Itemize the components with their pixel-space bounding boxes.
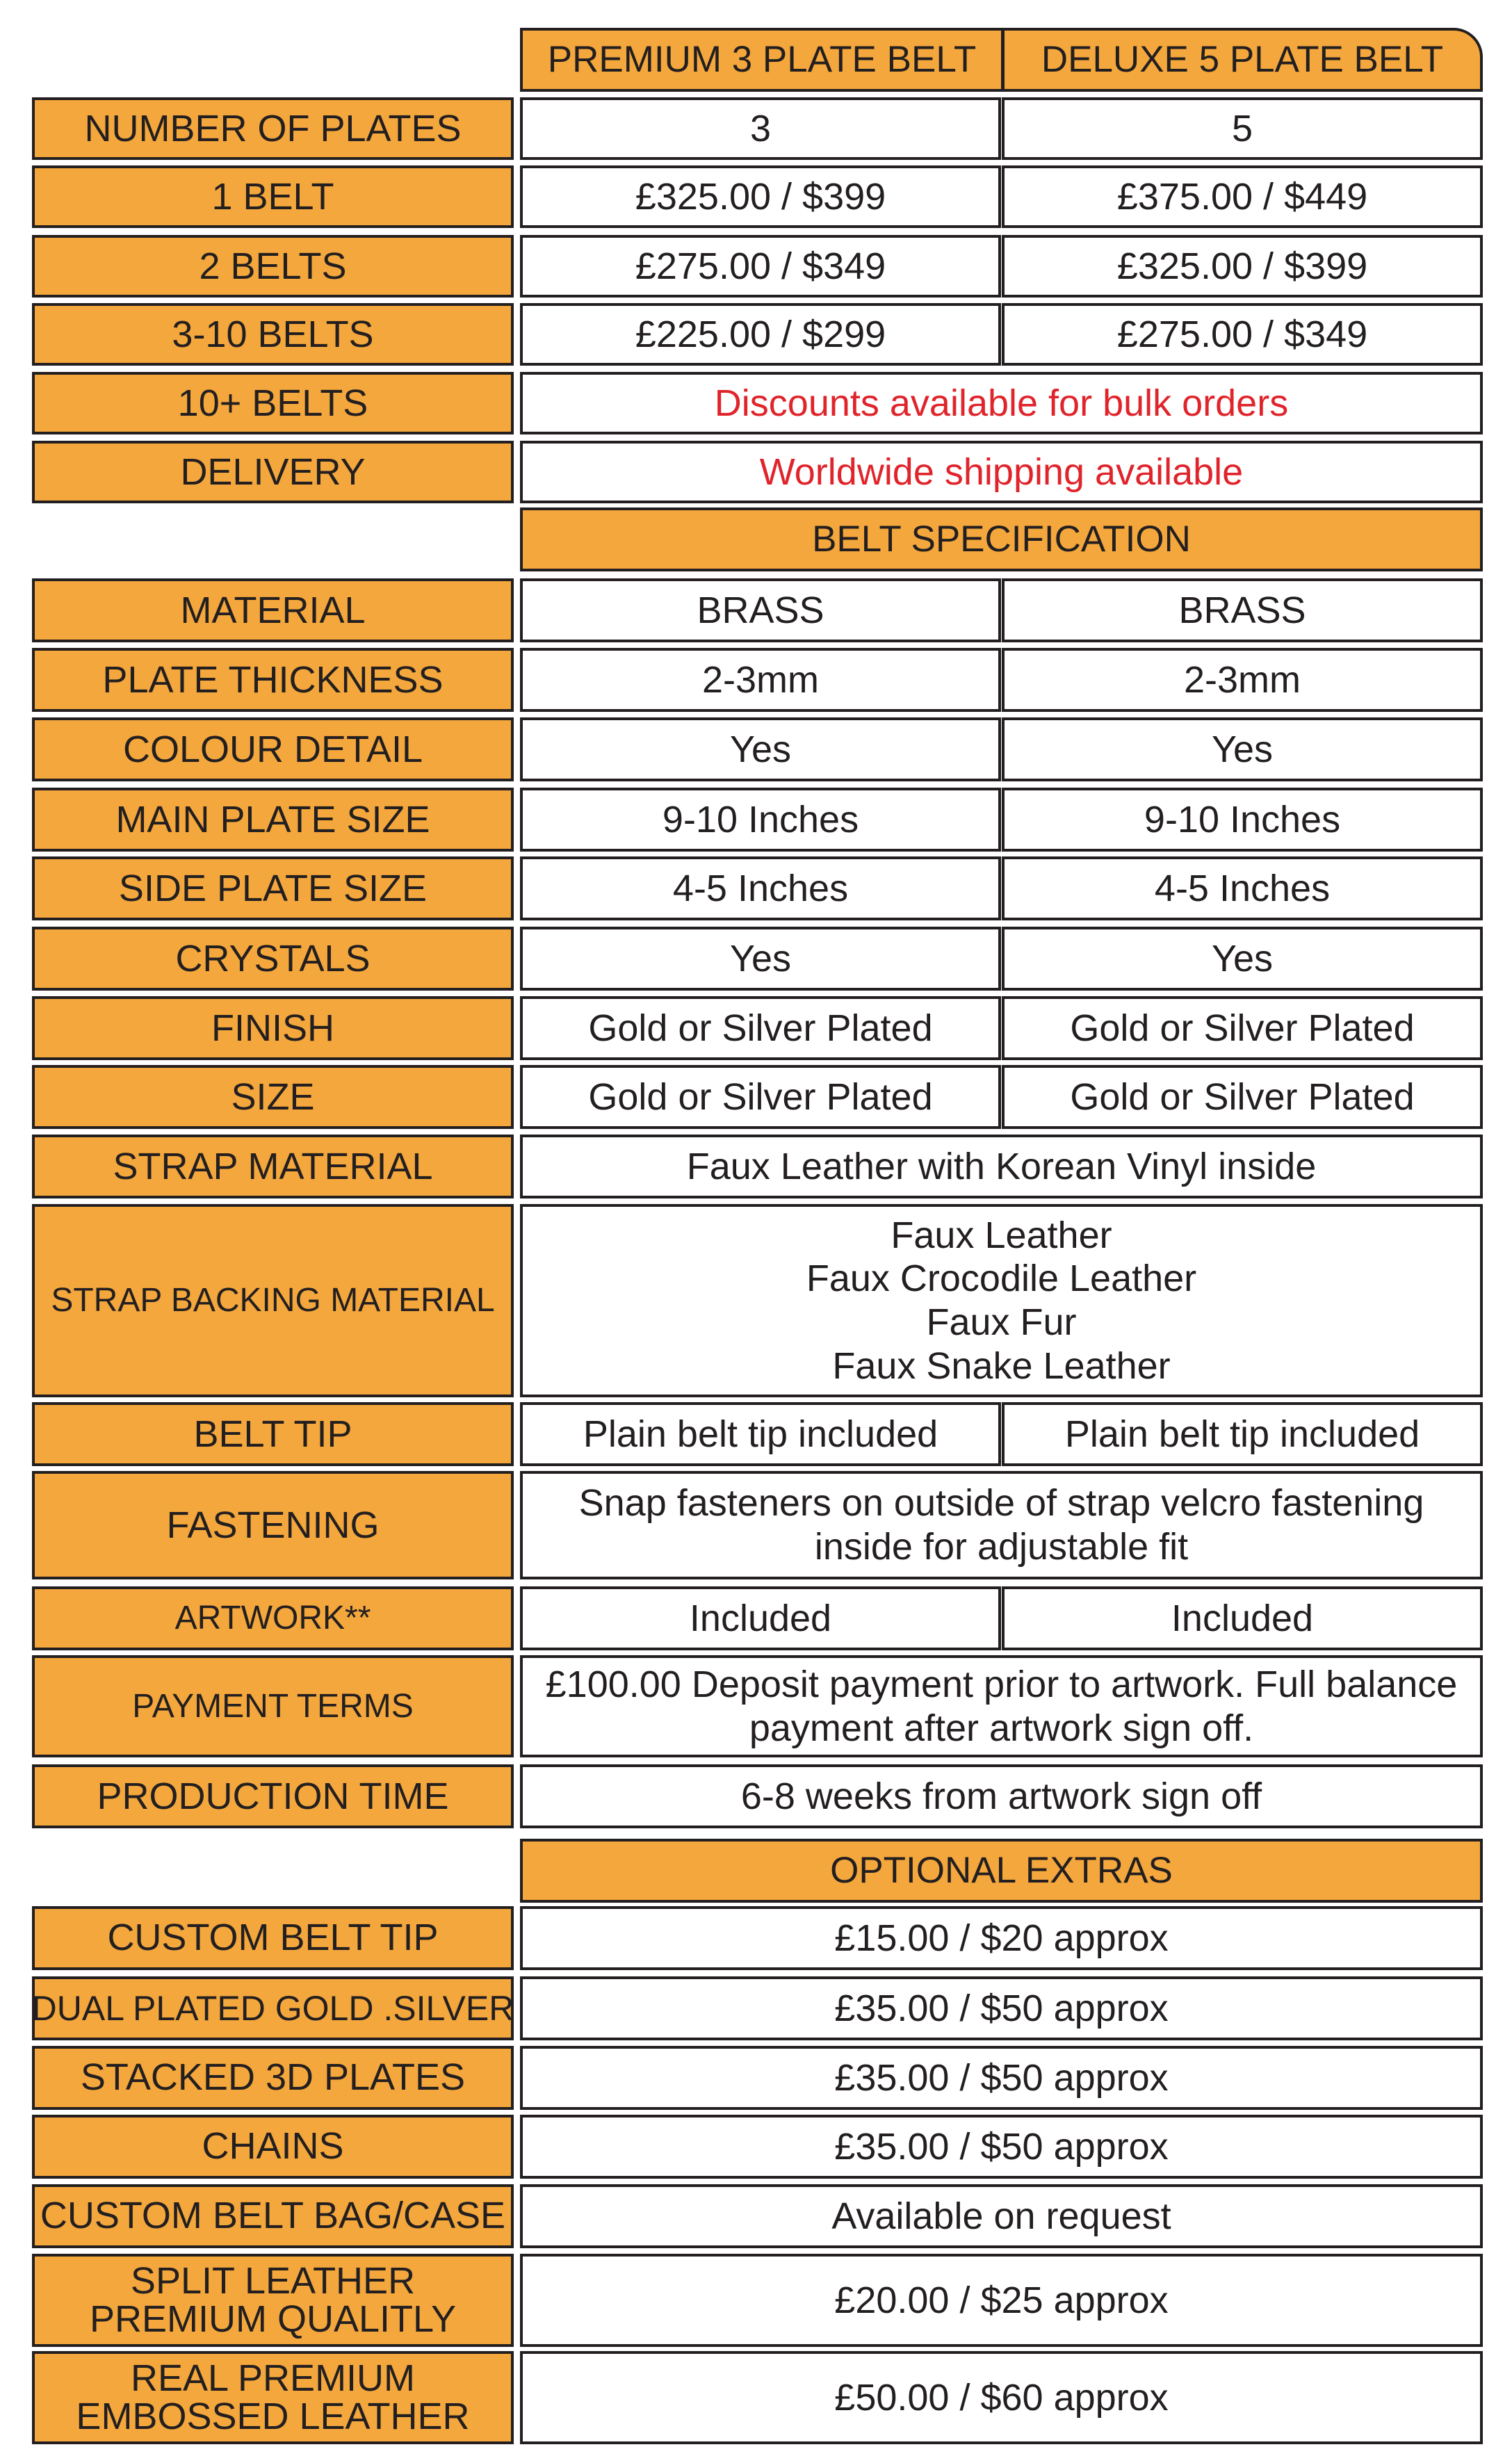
payment-terms-value xyxy=(520,1655,1483,1757)
row-label-finish: FINISH xyxy=(32,996,514,1060)
row-label-belt-tip: BELT TIP xyxy=(32,1402,514,1466)
row-label-artwork: ARTWORK** xyxy=(32,1586,514,1650)
extra-price-custom-belt-tip: £15.00 / $20 approx xyxy=(520,1906,1483,1970)
fastening-value xyxy=(520,1471,1483,1579)
finish-premium-value: Gold or Silver Plated xyxy=(520,996,1001,1060)
2-belts-deluxe-value: £325.00 / $399 xyxy=(1002,235,1483,298)
row-label-strap-material: STRAP MATERIAL xyxy=(32,1135,514,1198)
row-label-fastening: FASTENING xyxy=(32,1471,514,1579)
finish-deluxe-value: Gold or Silver Plated xyxy=(1002,996,1483,1060)
row-label-plate-thickness: PLATE THICKNESS xyxy=(32,648,514,712)
strap-backing-material-line: Faux Snake Leather xyxy=(832,1344,1171,1387)
side-plate-size-premium-value: 4-5 Inches xyxy=(520,856,1001,920)
extra-label-line: CUSTOM BELT BAG/CASE xyxy=(40,2195,506,2237)
colour-detail-deluxe-value: Yes xyxy=(1002,717,1483,781)
main-plate-size-deluxe-value: 9-10 Inches xyxy=(1002,788,1483,852)
extra-label-line: DUAL PLATED GOLD .SILVER xyxy=(31,1988,514,2028)
main-plate-size-premium-value: 9-10 Inches xyxy=(520,788,1001,852)
number-of-plates-premium-value: 3 xyxy=(520,97,1001,160)
row-label-colour-detail: COLOUR DETAIL xyxy=(32,717,514,781)
row-label-production-time: PRODUCTION TIME xyxy=(32,1764,514,1828)
extra-label-line: STACKED 3D PLATES xyxy=(80,2056,466,2099)
extra-label-line: CHAINS xyxy=(202,2125,344,2168)
3-10-belts-premium-value: £225.00 / $299 xyxy=(520,303,1001,366)
fastening-line: inside for adjustable fit xyxy=(814,1526,1189,1568)
1-belt-premium-value: £325.00 / $399 xyxy=(520,165,1001,228)
delivery-value: Worldwide shipping available xyxy=(520,441,1483,503)
strap-backing-material-line: Faux Crocodile Leather xyxy=(806,1258,1197,1300)
strap-backing-material-line: Faux Leather xyxy=(891,1214,1112,1256)
row-label-crystals: CRYSTALS xyxy=(32,927,514,991)
number-of-plates-deluxe-value: 5 xyxy=(1002,97,1483,160)
plate-thickness-deluxe-value: 2-3mm xyxy=(1002,648,1483,712)
material-premium-value: BRASS xyxy=(520,578,1001,642)
row-label-delivery: DELIVERY xyxy=(32,441,514,503)
belt-tip-premium-value: Plain belt tip included xyxy=(520,1402,1001,1466)
column-header-deluxe: DELUXE 5 PLATE BELT xyxy=(1002,28,1483,92)
row-label-side-plate-size: SIDE PLATE SIZE xyxy=(32,856,514,920)
crystals-deluxe-value: Yes xyxy=(1002,927,1483,991)
extra-price-stacked-3d-plates: £35.00 / $50 approx xyxy=(520,2046,1483,2110)
row-label-3-10-belts: 3-10 BELTS xyxy=(32,303,514,366)
row-label-material: MATERIAL xyxy=(32,578,514,642)
extra-label-line: CUSTOM BELT TIP xyxy=(107,1917,439,1959)
row-label-strap-backing-material: STRAP BACKING MATERIAL xyxy=(32,1204,514,1397)
size-deluxe-value: Gold or Silver Plated xyxy=(1002,1065,1483,1129)
payment-terms-line: £100.00 Deposit payment prior to artwork. Full balance xyxy=(545,1663,1458,1705)
belt-tip-deluxe-value: Plain belt tip included xyxy=(1002,1402,1483,1466)
row-label-main-plate-size: MAIN PLATE SIZE xyxy=(32,788,514,852)
extra-label-split-leather-premium-qualitly xyxy=(32,2254,514,2347)
2-belts-premium-value: £275.00 / $349 xyxy=(520,235,1001,298)
row-label-size: SIZE xyxy=(32,1065,514,1129)
extra-price-split-leather-premium-qualitly: £20.00 / $25 approx xyxy=(520,2254,1483,2347)
plate-thickness-premium-value: 2-3mm xyxy=(520,648,1001,712)
artwork-premium-value: Included xyxy=(520,1586,1001,1650)
extra-label-real-premium-embossed-leather xyxy=(32,2351,514,2444)
extra-price-chains: £35.00 / $50 approx xyxy=(520,2115,1483,2179)
extra-price-custom-belt-bag-case: Available on request xyxy=(520,2184,1483,2248)
crystals-premium-value: Yes xyxy=(520,927,1001,991)
side-plate-size-deluxe-value: 4-5 Inches xyxy=(1002,856,1483,920)
colour-detail-premium-value: Yes xyxy=(520,717,1001,781)
extra-label-dual-plated-gold-silver xyxy=(32,1976,514,2040)
fastening-line: Snap fasteners on outside of strap velcro fastening xyxy=(578,1482,1424,1525)
extra-price-dual-plated-gold-silver: £35.00 / $50 approx xyxy=(520,1976,1483,2040)
10-belts-value: Discounts available for bulk orders xyxy=(520,372,1483,434)
extra-label-custom-belt-bag-case xyxy=(32,2184,514,2248)
production-time-value: 6-8 weeks from artwork sign off xyxy=(520,1764,1483,1828)
strap-backing-material-line: Faux Fur xyxy=(926,1301,1077,1343)
row-label-10-belts: 10+ BELTS xyxy=(32,372,514,434)
extra-label-line: REAL PREMIUM xyxy=(130,2357,416,2399)
extra-label-line: EMBOSSED LEATHER xyxy=(76,2396,470,2437)
row-label-number-of-plates: NUMBER OF PLATES xyxy=(32,97,514,160)
extra-label-line: PREMIUM QUALITLY xyxy=(89,2298,457,2340)
extra-label-line: SPLIT LEATHER xyxy=(130,2259,416,2302)
strap-material-value: Faux Leather with Korean Vinyl inside xyxy=(520,1135,1483,1198)
extra-price-real-premium-embossed-leather: £50.00 / $60 approx xyxy=(520,2351,1483,2444)
extra-label-stacked-3d-plates xyxy=(32,2046,514,2110)
column-header-premium: PREMIUM 3 PLATE BELT xyxy=(520,28,1004,92)
extra-label-chains xyxy=(32,2115,514,2179)
3-10-belts-deluxe-value: £275.00 / $349 xyxy=(1002,303,1483,366)
row-label-payment-terms: PAYMENT TERMS xyxy=(32,1655,514,1757)
extra-label-custom-belt-tip xyxy=(32,1906,514,1970)
section-header-optional-extras: OPTIONAL EXTRAS xyxy=(520,1839,1483,1903)
section-header-belt-specification: BELT SPECIFICATION xyxy=(520,507,1483,571)
material-deluxe-value: BRASS xyxy=(1002,578,1483,642)
row-label-2-belts: 2 BELTS xyxy=(32,235,514,298)
size-premium-value: Gold or Silver Plated xyxy=(520,1065,1001,1129)
payment-terms-line: payment after artwork sign off. xyxy=(749,1707,1254,1749)
strap-backing-material-value xyxy=(520,1204,1483,1397)
row-label-1-belt: 1 BELT xyxy=(32,165,514,228)
artwork-deluxe-value: Included xyxy=(1002,1586,1483,1650)
1-belt-deluxe-value: £375.00 / $449 xyxy=(1002,165,1483,228)
